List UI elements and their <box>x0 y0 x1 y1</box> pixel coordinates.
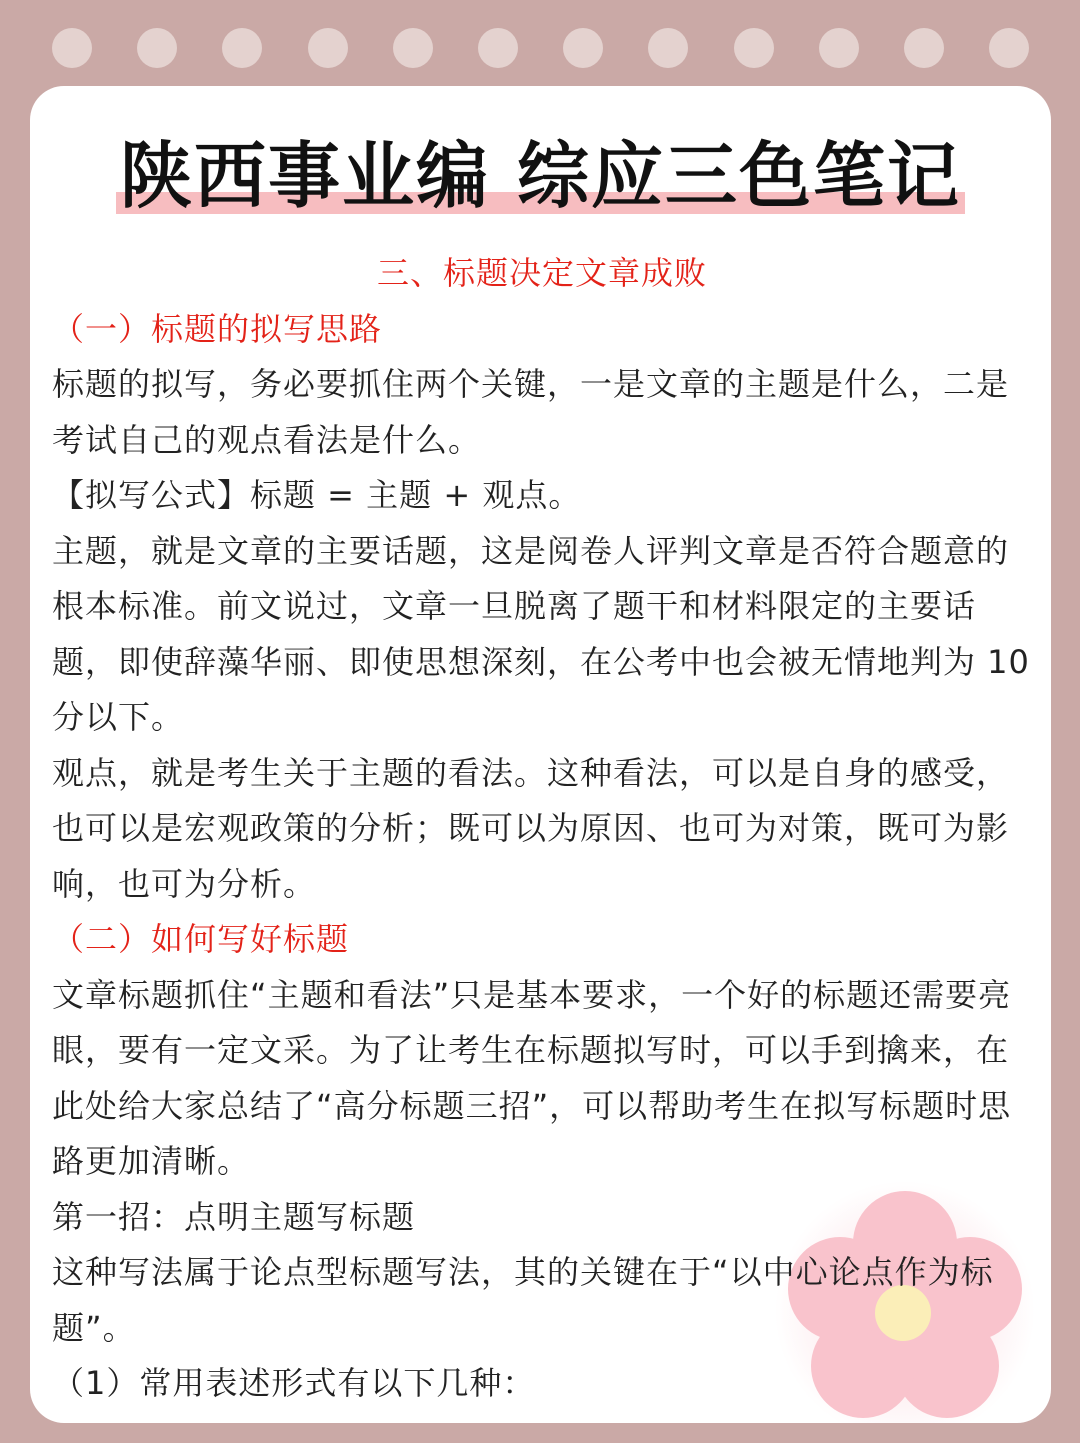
decorative-dot <box>222 28 262 68</box>
paragraph-viewpoint: 观点，就是考生关于主题的看法。这种看法，可以是自身的感受，也可以是宏观政策的分析；既可以为原因、也可为对策，既可为影响，也可为分析。 <box>52 753 1010 903</box>
decorative-dot <box>137 28 177 68</box>
page-title <box>116 136 965 216</box>
section-title: 三、标题决定文章成败 <box>376 254 707 292</box>
formula-line: 【拟写公式】标题 = 主题 + 观点。 <box>52 476 582 514</box>
subheading-2: （二）如何写好标题 <box>52 920 350 958</box>
decorative-dot <box>393 28 433 68</box>
list-intro: （1）常用表述形式有以下几种： <box>52 1364 536 1402</box>
method-1-title: 第一招：点明主题写标题 <box>52 1197 416 1236</box>
decorative-dot <box>734 28 774 68</box>
decorative-dot <box>648 28 688 68</box>
decorative-dot <box>478 28 518 68</box>
decorative-dots <box>52 28 1042 68</box>
decorative-dot <box>904 28 944 68</box>
note-card <box>30 86 1051 1423</box>
decorative-dot <box>563 28 603 68</box>
decorative-dot <box>52 28 92 68</box>
subheading-1: （一）标题的拟写思路 <box>52 309 383 348</box>
decorative-dot <box>989 28 1029 68</box>
title-text: 陕西事业编 综应三色笔记 <box>119 134 962 218</box>
paragraph-method-1: 这种写法属于论点型标题写法，其的关键在于“以中心论点作为标题”。 <box>52 1253 994 1347</box>
paragraph-2: 文章标题抓住“主题和看法”只是基本要求，一个好的标题还需要亮眼，要有一定文采。为了让考生在标题拟写时，可以手到擒来，在此处给大家总结了“高分标题三招”，可以帮助考生在拟写标题时思路更加清晰。 <box>52 975 1012 1180</box>
decorative-dot <box>308 28 348 68</box>
decorative-dot <box>819 28 859 68</box>
title-area <box>30 136 1051 216</box>
note-content <box>52 246 1032 1412</box>
paragraph-theme: 主题，就是文章的主要话题，这是阅卷人评判文章是否符合题意的根本标准。前文说过，文章一旦脱离了题干和材料限定的主要话题，即使辞藻华丽、即使思想深刻，在公考中也会被无情地判为 10 分以下。 <box>52 531 1030 736</box>
paragraph-1: 标题的拟写，务必要抓住两个关键，一是文章的主题是什么，二是考试自己的观点看法是什么。 <box>52 365 1010 459</box>
